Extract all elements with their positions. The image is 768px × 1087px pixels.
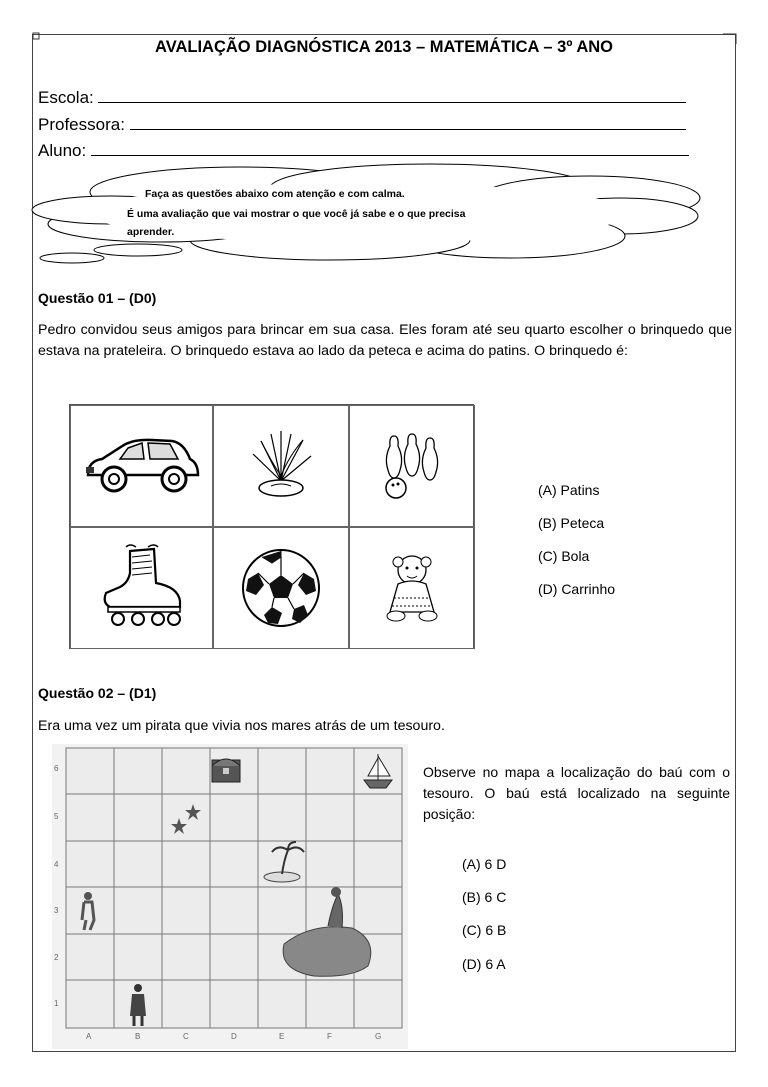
student-label: Aluno: [38,141,87,160]
grid-cell-ball [213,527,349,649]
col-label: G [375,1032,382,1041]
car-icon [82,431,202,501]
student-line[interactable] [91,141,689,156]
q1-option-d[interactable]: (D) Carrinho [538,581,616,597]
grid-cell-car [70,405,213,527]
grid-cell-peteca [213,405,349,527]
q1-option-c[interactable]: (C) Bola [538,548,590,564]
teacher-label: Professora: [38,115,125,134]
question-2-text: Era uma vez um pirata que vivia nos mares atrás de um tesouro. [38,718,445,734]
treasure-map [52,744,408,1049]
col-label: D [231,1032,237,1041]
q1-option-a[interactable]: (A) Patins [538,482,600,498]
q2-option-c[interactable]: (C) 6 B [462,922,507,938]
q2-option-b[interactable]: (B) 6 C [462,889,507,905]
col-label: A [86,1032,92,1041]
row-label: 5 [54,812,59,821]
col-label: B [135,1032,141,1041]
instruction-cloud [30,158,710,268]
bowling-pins-icon [372,426,452,506]
cloud-line-3: aprender. [127,226,175,238]
treasure-chest-icon [212,759,240,782]
school-line[interactable] [98,88,686,103]
cloud-line-1: Faça as questões abaixo com atenção e com calma. [145,188,405,200]
grid-cell-doll [349,527,475,649]
row-label: 2 [54,953,59,962]
grid-cell-bowling [349,405,475,527]
row-label: 6 [54,764,59,773]
q2-option-a[interactable]: (A) 6 D [462,856,507,872]
q1-option-b[interactable]: (B) Peteca [538,515,605,531]
question-1-title: Questão 01 – (D0) [38,290,157,306]
doll-icon [372,548,452,628]
map-grid [52,744,408,1049]
question-2-title: Questão 02 – (D1) [38,685,157,701]
cloud-line-2: É uma avaliação que vai mostrar o que você já sabe e o que precisa [127,208,466,220]
roller-skate-icon [92,543,192,633]
question-1-text: Pedro convidou seus amigos para brincar em sua casa. Eles foram até seu quarto escolher o brinquedo que estava na prateleira. O brinquedo estava ao lado da peteca e acima do patins. O brinquedo é: [38,322,732,359]
toy-shelf-grid [69,404,474,649]
soccer-ball-icon [236,543,326,633]
peteca-icon [241,426,321,506]
row-label: 4 [54,860,59,869]
col-label: E [279,1032,285,1041]
row-label: 3 [54,906,59,915]
school-label: Escola: [38,88,94,107]
page-title: AVALIAÇÃO DIAGNÓSTICA 2013 – MATEMÁTICA – 3º ANO [155,38,613,56]
col-label: F [327,1032,332,1041]
q2-option-d[interactable]: (D) 6 A [462,956,506,972]
teacher-field[interactable] [38,115,686,135]
teacher-line[interactable] [130,115,686,130]
grid-cell-skate [70,527,213,649]
school-field[interactable] [38,88,686,108]
col-label: C [183,1032,189,1041]
map-instructions: Observe no mapa a localização do baú com o tesouro. O baú está localizado na seguinte posição: [423,764,730,822]
row-label: 1 [54,999,59,1008]
